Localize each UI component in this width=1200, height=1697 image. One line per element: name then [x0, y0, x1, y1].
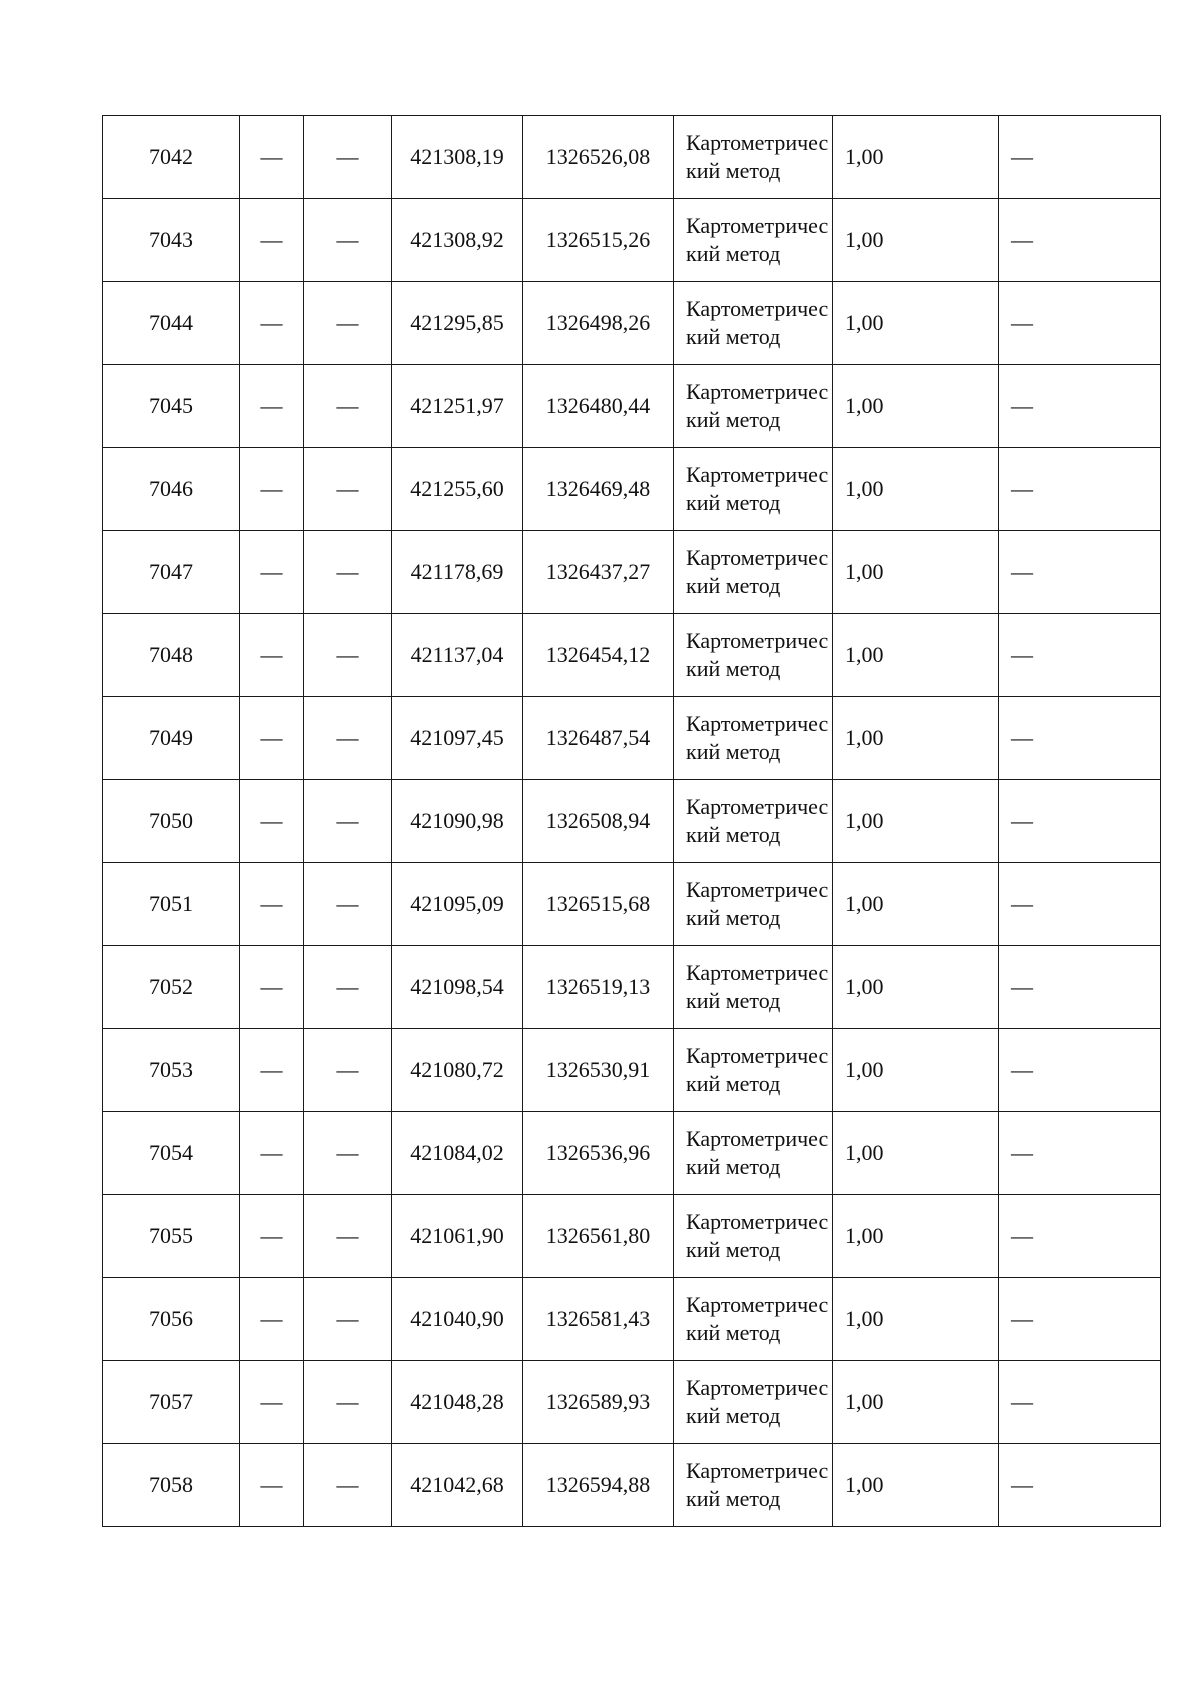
- y-coordinate-cell: 1326594,88: [523, 1444, 674, 1527]
- method-cell: Картометрический метод: [674, 780, 833, 863]
- empty-dash-cell: —: [304, 199, 392, 282]
- empty-dash-cell: —: [304, 116, 392, 199]
- y-coordinate-cell: 1326437,27: [523, 531, 674, 614]
- point-number-cell: 7047: [103, 531, 240, 614]
- empty-dash-cell: —: [999, 614, 1161, 697]
- point-number-cell: 7053: [103, 1029, 240, 1112]
- method-cell: Картометрический метод: [674, 116, 833, 199]
- x-coordinate-cell: 421061,90: [392, 1195, 523, 1278]
- empty-dash-cell: —: [304, 863, 392, 946]
- method-cell: Картометрический метод: [674, 531, 833, 614]
- y-coordinate-cell: 1326487,54: [523, 697, 674, 780]
- x-coordinate-cell: 421080,72: [392, 1029, 523, 1112]
- empty-dash-cell: —: [240, 282, 304, 365]
- accuracy-cell: 1,00: [833, 1278, 999, 1361]
- y-coordinate-cell: 1326480,44: [523, 365, 674, 448]
- empty-dash-cell: —: [999, 946, 1161, 1029]
- x-coordinate-cell: 421097,45: [392, 697, 523, 780]
- table-row: [103, 1112, 1161, 1195]
- empty-dash-cell: —: [304, 531, 392, 614]
- empty-dash-cell: —: [999, 448, 1161, 531]
- method-cell: Картометрический метод: [674, 863, 833, 946]
- empty-dash-cell: —: [999, 1029, 1161, 1112]
- method-cell: Картометрический метод: [674, 1361, 833, 1444]
- point-number-cell: 7058: [103, 1444, 240, 1527]
- accuracy-cell: 1,00: [833, 863, 999, 946]
- y-coordinate-cell: 1326454,12: [523, 614, 674, 697]
- method-cell: Картометрический метод: [674, 282, 833, 365]
- y-coordinate-cell: 1326581,43: [523, 1278, 674, 1361]
- empty-dash-cell: —: [240, 697, 304, 780]
- empty-dash-cell: —: [240, 614, 304, 697]
- empty-dash-cell: —: [240, 780, 304, 863]
- table-row: [103, 697, 1161, 780]
- empty-dash-cell: —: [999, 531, 1161, 614]
- empty-dash-cell: —: [304, 946, 392, 1029]
- table-row: [103, 1361, 1161, 1444]
- table-row: [103, 531, 1161, 614]
- point-number-cell: 7050: [103, 780, 240, 863]
- empty-dash-cell: —: [240, 1112, 304, 1195]
- y-coordinate-cell: 1326469,48: [523, 448, 674, 531]
- empty-dash-cell: —: [304, 780, 392, 863]
- method-cell: Картометрический метод: [674, 199, 833, 282]
- y-coordinate-cell: 1326515,68: [523, 863, 674, 946]
- method-cell: Картометрический метод: [674, 1112, 833, 1195]
- accuracy-cell: 1,00: [833, 282, 999, 365]
- empty-dash-cell: —: [304, 697, 392, 780]
- y-coordinate-cell: 1326530,91: [523, 1029, 674, 1112]
- accuracy-cell: 1,00: [833, 697, 999, 780]
- x-coordinate-cell: 421137,04: [392, 614, 523, 697]
- point-number-cell: 7056: [103, 1278, 240, 1361]
- x-coordinate-cell: 421251,97: [392, 365, 523, 448]
- accuracy-cell: 1,00: [833, 448, 999, 531]
- empty-dash-cell: —: [240, 946, 304, 1029]
- accuracy-cell: 1,00: [833, 1444, 999, 1527]
- empty-dash-cell: —: [240, 1278, 304, 1361]
- empty-dash-cell: —: [999, 1278, 1161, 1361]
- y-coordinate-cell: 1326515,26: [523, 199, 674, 282]
- table-row: [103, 614, 1161, 697]
- empty-dash-cell: —: [240, 1195, 304, 1278]
- empty-dash-cell: —: [304, 448, 392, 531]
- table-row: [103, 946, 1161, 1029]
- accuracy-cell: 1,00: [833, 1112, 999, 1195]
- empty-dash-cell: —: [240, 1361, 304, 1444]
- accuracy-cell: 1,00: [833, 780, 999, 863]
- x-coordinate-cell: 421040,90: [392, 1278, 523, 1361]
- point-number-cell: 7043: [103, 199, 240, 282]
- table-row: [103, 365, 1161, 448]
- point-number-cell: 7048: [103, 614, 240, 697]
- method-cell: Картометрический метод: [674, 448, 833, 531]
- empty-dash-cell: —: [999, 1112, 1161, 1195]
- empty-dash-cell: —: [304, 1112, 392, 1195]
- empty-dash-cell: —: [240, 199, 304, 282]
- accuracy-cell: 1,00: [833, 946, 999, 1029]
- point-number-cell: 7045: [103, 365, 240, 448]
- empty-dash-cell: —: [999, 1195, 1161, 1278]
- table-body: [103, 116, 1161, 1527]
- point-number-cell: 7055: [103, 1195, 240, 1278]
- table-row: [103, 199, 1161, 282]
- empty-dash-cell: —: [304, 282, 392, 365]
- empty-dash-cell: —: [304, 1278, 392, 1361]
- empty-dash-cell: —: [999, 199, 1161, 282]
- empty-dash-cell: —: [240, 1444, 304, 1527]
- empty-dash-cell: —: [999, 365, 1161, 448]
- empty-dash-cell: —: [304, 1029, 392, 1112]
- point-number-cell: 7054: [103, 1112, 240, 1195]
- point-number-cell: 7042: [103, 116, 240, 199]
- empty-dash-cell: —: [240, 448, 304, 531]
- method-cell: Картометрический метод: [674, 697, 833, 780]
- method-cell: Картометрический метод: [674, 365, 833, 448]
- accuracy-cell: 1,00: [833, 614, 999, 697]
- accuracy-cell: 1,00: [833, 531, 999, 614]
- accuracy-cell: 1,00: [833, 116, 999, 199]
- x-coordinate-cell: 421308,92: [392, 199, 523, 282]
- table-row: [103, 116, 1161, 199]
- point-number-cell: 7049: [103, 697, 240, 780]
- method-cell: Картометрический метод: [674, 614, 833, 697]
- table-row: [103, 1444, 1161, 1527]
- x-coordinate-cell: 421042,68: [392, 1444, 523, 1527]
- table-row: [103, 282, 1161, 365]
- method-cell: Картометрический метод: [674, 1195, 833, 1278]
- empty-dash-cell: —: [304, 614, 392, 697]
- point-number-cell: 7046: [103, 448, 240, 531]
- empty-dash-cell: —: [240, 531, 304, 614]
- y-coordinate-cell: 1326526,08: [523, 116, 674, 199]
- table-row: [103, 1195, 1161, 1278]
- method-cell: Картометрический метод: [674, 1029, 833, 1112]
- empty-dash-cell: —: [304, 365, 392, 448]
- empty-dash-cell: —: [999, 282, 1161, 365]
- accuracy-cell: 1,00: [833, 1361, 999, 1444]
- empty-dash-cell: —: [240, 365, 304, 448]
- point-number-cell: 7052: [103, 946, 240, 1029]
- point-number-cell: 7044: [103, 282, 240, 365]
- empty-dash-cell: —: [999, 697, 1161, 780]
- table-row: [103, 1029, 1161, 1112]
- method-cell: Картометрический метод: [674, 1444, 833, 1527]
- x-coordinate-cell: 421098,54: [392, 946, 523, 1029]
- x-coordinate-cell: 421084,02: [392, 1112, 523, 1195]
- x-coordinate-cell: 421255,60: [392, 448, 523, 531]
- y-coordinate-cell: 1326589,93: [523, 1361, 674, 1444]
- accuracy-cell: 1,00: [833, 199, 999, 282]
- accuracy-cell: 1,00: [833, 1029, 999, 1112]
- empty-dash-cell: —: [999, 116, 1161, 199]
- method-cell: Картометрический метод: [674, 946, 833, 1029]
- point-number-cell: 7051: [103, 863, 240, 946]
- empty-dash-cell: —: [999, 780, 1161, 863]
- x-coordinate-cell: 421090,98: [392, 780, 523, 863]
- table-row: [103, 863, 1161, 946]
- x-coordinate-cell: 421048,28: [392, 1361, 523, 1444]
- x-coordinate-cell: 421178,69: [392, 531, 523, 614]
- x-coordinate-cell: 421295,85: [392, 282, 523, 365]
- accuracy-cell: 1,00: [833, 365, 999, 448]
- empty-dash-cell: —: [304, 1195, 392, 1278]
- empty-dash-cell: —: [304, 1361, 392, 1444]
- x-coordinate-cell: 421095,09: [392, 863, 523, 946]
- accuracy-cell: 1,00: [833, 1195, 999, 1278]
- empty-dash-cell: —: [240, 116, 304, 199]
- empty-dash-cell: —: [240, 1029, 304, 1112]
- point-number-cell: 7057: [103, 1361, 240, 1444]
- y-coordinate-cell: 1326498,26: [523, 282, 674, 365]
- y-coordinate-cell: 1326561,80: [523, 1195, 674, 1278]
- x-coordinate-cell: 421308,19: [392, 116, 523, 199]
- table-row: [103, 1278, 1161, 1361]
- empty-dash-cell: —: [240, 863, 304, 946]
- y-coordinate-cell: 1326536,96: [523, 1112, 674, 1195]
- table-row: [103, 448, 1161, 531]
- table-row: [103, 780, 1161, 863]
- y-coordinate-cell: 1326519,13: [523, 946, 674, 1029]
- coordinates-table: [102, 115, 1161, 1527]
- empty-dash-cell: —: [999, 1444, 1161, 1527]
- method-cell: Картометрический метод: [674, 1278, 833, 1361]
- y-coordinate-cell: 1326508,94: [523, 780, 674, 863]
- empty-dash-cell: —: [999, 863, 1161, 946]
- empty-dash-cell: —: [999, 1361, 1161, 1444]
- empty-dash-cell: —: [304, 1444, 392, 1527]
